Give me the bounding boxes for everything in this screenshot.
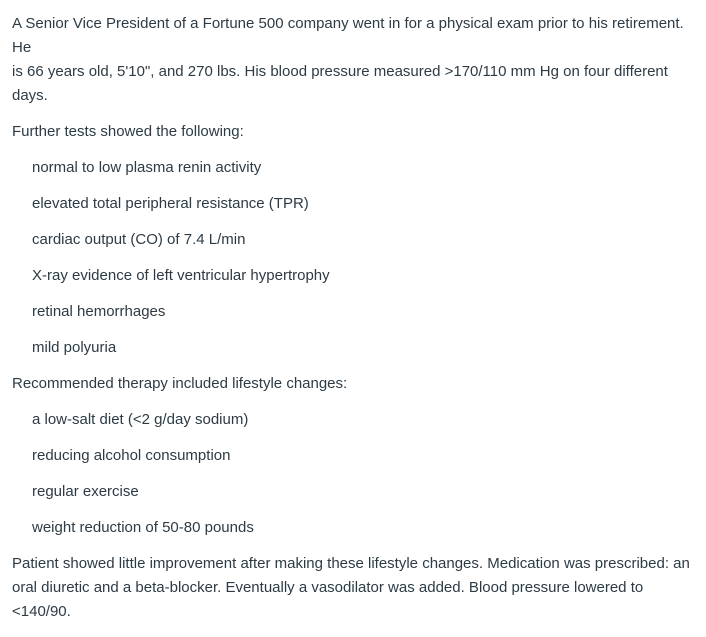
lifestyle-list [12,408,698,540]
finding-item: mild polyuria [32,339,117,356]
finding-item: cardiac output (CO) of 7.4 L/min [32,231,246,248]
tests-heading: Further tests showed the following: [12,123,244,140]
finding-item: elevated total peripheral resistance (TPR) [32,195,309,212]
lifestyle-item: reducing alcohol consumption [32,447,231,464]
findings-list [12,156,698,360]
finding-item: X-ray evidence of left ventricular hypertrophy [32,267,330,284]
finding-item: retinal hemorrhages [32,303,166,320]
finding-item: normal to low plasma renin activity [32,159,262,176]
intro-line-1: A Senior Vice President of a Fortune 500 company went in for a physical exam prior to his retirement. He [12,15,684,56]
therapy-heading: Recommended therapy included lifestyle changes: [12,375,348,392]
lifestyle-item: weight reduction of 50-80 pounds [32,519,254,536]
intro-line-2: is 66 years old, 5'10", and 270 lbs. His blood pressure measured >170/110 mm Hg on four different days. [12,63,668,104]
lifestyle-item: a low-salt diet (<2 g/day sodium) [32,411,249,428]
outcome-paragraph: Patient showed little improvement after making these lifestyle changes. Medication was prescribed: an oral diuretic and a beta-blocker. Eventually a vasodilator was added. Blood pressure lowered to <140/90. [12,555,690,620]
lifestyle-item: regular exercise [32,483,139,500]
